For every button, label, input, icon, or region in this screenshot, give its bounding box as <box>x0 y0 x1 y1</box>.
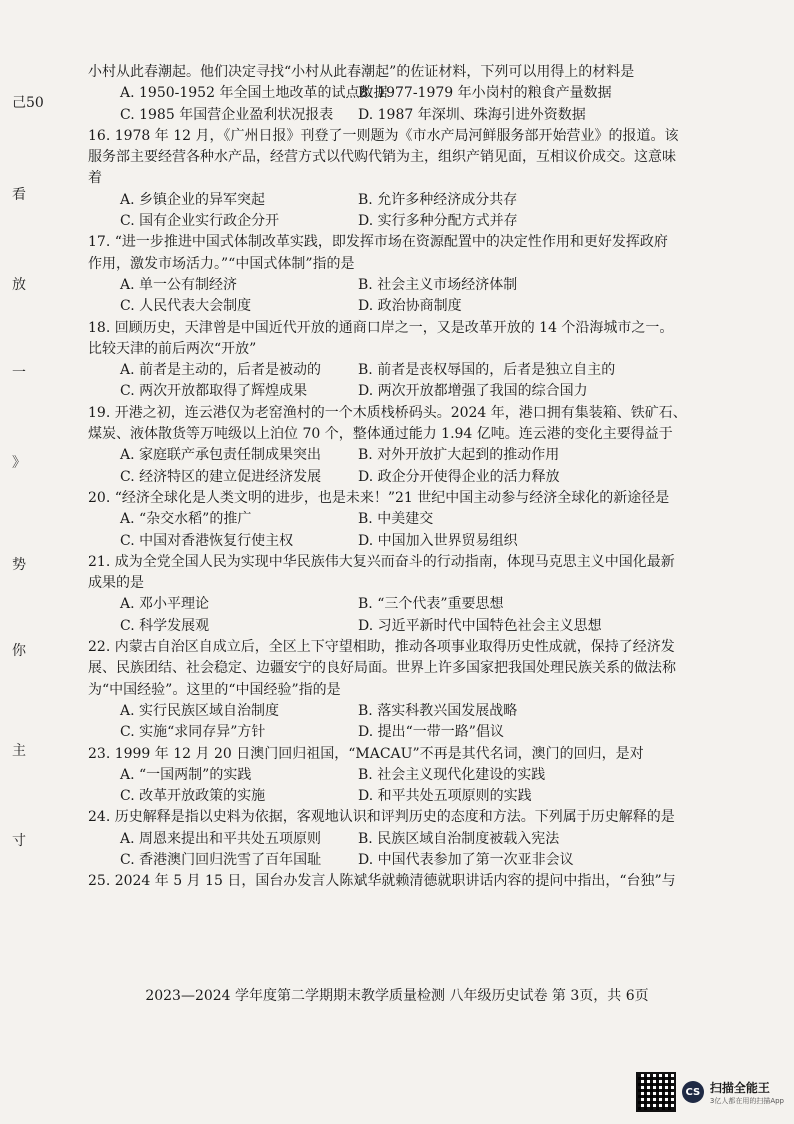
answer-option: A. 单一公有制经济 <box>120 276 238 293</box>
option-row <box>88 190 748 211</box>
answer-option: D. 提出“一带一路”倡议 <box>358 724 504 741</box>
option-row <box>88 765 748 786</box>
answer-option: B. 对外开放扩大起到的推动作用 <box>358 447 560 464</box>
answer-option: B. 社会主义现代化建设的实践 <box>358 766 546 783</box>
margin-fragment: 势 <box>12 557 26 573</box>
option-row <box>88 701 748 722</box>
answer-option: B. 1977-1979 年小岗村的粮食产量数据 <box>358 85 612 102</box>
answer-option: A. “杂交水稻”的推广 <box>120 511 252 528</box>
answer-option: A. “一国两制”的实践 <box>120 766 252 783</box>
answer-option: A. 周恩来提出和平共处五项原则 <box>120 830 322 847</box>
question-text-line: 展、民族团结、社会稳定、边疆安宁的良好局面。世界上许多国家把我国处理民族关系的做法称 <box>88 660 676 677</box>
scanner-tagline: 3亿人都在用的扫描App <box>709 1096 784 1105</box>
answer-option: A. 实行民族区域自治制度 <box>120 702 280 719</box>
margin-fragment: 放 <box>12 277 26 293</box>
question-text-line: 22. 内蒙古自治区自成立后，全区上下守望相助，推动各项事业取得历史性成就，保持了经济发 <box>88 639 675 656</box>
option-row <box>88 211 748 232</box>
answer-option: A. 乡镇企业的异军突起 <box>120 191 266 208</box>
answer-option: B. “三个代表”重要思想 <box>358 596 504 613</box>
question-text-line: 21. 成为全党全国人民为实现中华民族伟大复兴而奋斗的行动指南，体现马克思主义中国化最新 <box>88 553 675 570</box>
answer-option: B. 社会主义市场经济体制 <box>358 276 518 293</box>
scanner-text <box>710 1079 784 1106</box>
answer-option: B. 民族区域自治制度被载入宪法 <box>358 830 560 847</box>
answer-option: D. 1987 年深圳、珠海引进外资数据 <box>358 106 586 123</box>
answer-option: C. 人民代表大会制度 <box>120 298 252 315</box>
answer-option: C. 国有企业实行政企分开 <box>120 213 280 230</box>
answer-option: C. 香港澳门回归洗雪了百年国耻 <box>120 851 322 868</box>
question-text-line: 成果的是 <box>88 575 144 592</box>
scanner-name: 扫描全能王 <box>709 1080 770 1095</box>
answer-option: D. 中国加入世界贸易组织 <box>358 532 518 549</box>
margin-fragment: 主 <box>12 743 26 759</box>
margin-fragment: 己50 <box>12 95 44 111</box>
option-row <box>88 531 748 552</box>
answer-option: C. 两次开放都取得了辉煌成果 <box>120 383 308 400</box>
question-text-line: 作用，激发市场活力。”“中国式体制”指的是 <box>88 255 355 272</box>
option-row <box>88 445 748 466</box>
question-text-line: 服务部主要经营各种水产品，经营方式以代购代销为主，组织产销见面，互相议价成交。这意味 <box>88 149 676 166</box>
question-text-line: 25. 2024 年 5 月 15 日，国台办发言人陈斌华就赖清德就职讲话内容的提问中指出，“台独”与 <box>88 873 676 890</box>
option-row <box>88 83 748 104</box>
option-row <box>88 616 748 637</box>
answer-option: C. 1985 年国营企业盈利状况报表 <box>120 106 334 123</box>
answer-option: D. 和平共处五项原则的实践 <box>358 788 532 805</box>
option-row <box>88 467 748 488</box>
answer-option: C. 中国对香港恢复行使主权 <box>120 532 294 549</box>
option-row <box>88 381 748 402</box>
question-content <box>88 62 748 893</box>
question-text-line: 18. 回顾历史，天津曾是中国近代开放的通商口岸之一，又是改革开放的 14 个沿海城市之一。 <box>88 319 674 336</box>
option-row <box>88 594 748 615</box>
answer-option: A. 前者是主动的，后者是被动的 <box>120 362 322 379</box>
camscanner-logo-icon: CS <box>682 1081 704 1103</box>
answer-option: D. 实行多种分配方式并存 <box>358 213 518 230</box>
question-text-line: 为“中国经验”。这里的“中国经验”指的是 <box>88 681 341 698</box>
question-text-line: 24. 历史解释是指以史料为依据，客观地认识和评判历史的态度和方法。下列属于历史解释的是 <box>88 809 675 826</box>
answer-option: D. 政治协商制度 <box>358 298 462 315</box>
answer-option: A. 1950-1952 年全国土地改革的试点数据 <box>120 85 388 102</box>
answer-option: C. 改革开放政策的实施 <box>120 788 266 805</box>
answer-option: D. 习近平新时代中国特色社会主义思想 <box>358 617 602 634</box>
answer-option: D. 政企分开使得企业的活力释放 <box>358 468 560 485</box>
question-text-line: 16. 1978 年 12 月，《广州日报》刊登了一则题为《市水产局河鲜服务部开始营业》的报道。该 <box>88 127 679 144</box>
answer-option: B. 允许多种经济成分共存 <box>358 191 518 208</box>
answer-option: C. 实施“求同存异”方针 <box>120 724 266 741</box>
option-row <box>88 360 748 381</box>
question-text-line: 23. 1999 年 12 月 20 日澳门回归祖国，“MACAU”不再是其代名词，澳门的回归，是对 <box>88 745 644 762</box>
option-row <box>88 722 748 743</box>
answer-option: B. 中美建交 <box>358 511 434 528</box>
margin-fragment: 》 <box>12 455 26 471</box>
answer-option: B. 前者是丧权辱国的，后者是独立自主的 <box>358 362 616 379</box>
margin-fragment: 一 <box>12 365 26 381</box>
option-row <box>88 275 748 296</box>
answer-option: C. 经济特区的建立促进经济发展 <box>120 468 322 485</box>
question-text-line: 17. “进一步推进中国式体制改革实践，即发挥市场在资源配置中的决定性作用和更好发挥政府 <box>88 234 668 251</box>
page-footer: 2023—2024 学年度第二学期期末教学质量检测 八年级历史试卷 第 3页，共 6页 <box>145 988 649 1004</box>
answer-option: A. 家庭联产承包责任制成果突出 <box>120 447 322 464</box>
question-text-line: 比较天津的前后两次“开放” <box>88 340 257 357</box>
answer-option: C. 科学发展观 <box>120 617 210 634</box>
question-text-line: 20. “经济全球化是人类文明的进步，也是未来！”21 世纪中国主动参与经济全球化的新途径是 <box>88 489 670 506</box>
answer-option: D. 中国代表参加了第一次亚非会议 <box>358 851 574 868</box>
answer-option: B. 落实科教兴国发展战略 <box>358 702 518 719</box>
option-row <box>88 786 748 807</box>
margin-fragment: 寸 <box>12 833 26 849</box>
margin-fragment: 你 <box>12 643 26 659</box>
question-text-line: 19. 开港之初，连云港仅为老窑渔村的一个木质栈桥码头。2024 年，港口拥有集装箱、铁矿石、 <box>88 404 687 421</box>
question-text-line: 煤炭、液体散货等万吨级以上泊位 70 个，整体通过能力 1.94 亿吨。连云港的变化主要得益于 <box>88 426 673 443</box>
question-text-line: 小村从此春潮起。他们决定寻找“小村从此春潮起”的佐证材料，下列可以用得上的材料是 <box>88 64 635 80</box>
question-text-line: 着 <box>88 170 102 187</box>
qr-code-icon <box>636 1072 676 1112</box>
margin-fragment: 看 <box>12 187 26 203</box>
answer-option: A. 邓小平理论 <box>120 596 210 613</box>
option-row <box>88 509 748 530</box>
option-row <box>88 296 748 317</box>
option-row <box>88 829 748 850</box>
option-row <box>88 850 748 871</box>
scanner-watermark <box>636 1072 784 1112</box>
option-row <box>88 105 748 126</box>
answer-option: D. 两次开放都增强了我国的综合国力 <box>358 383 588 400</box>
